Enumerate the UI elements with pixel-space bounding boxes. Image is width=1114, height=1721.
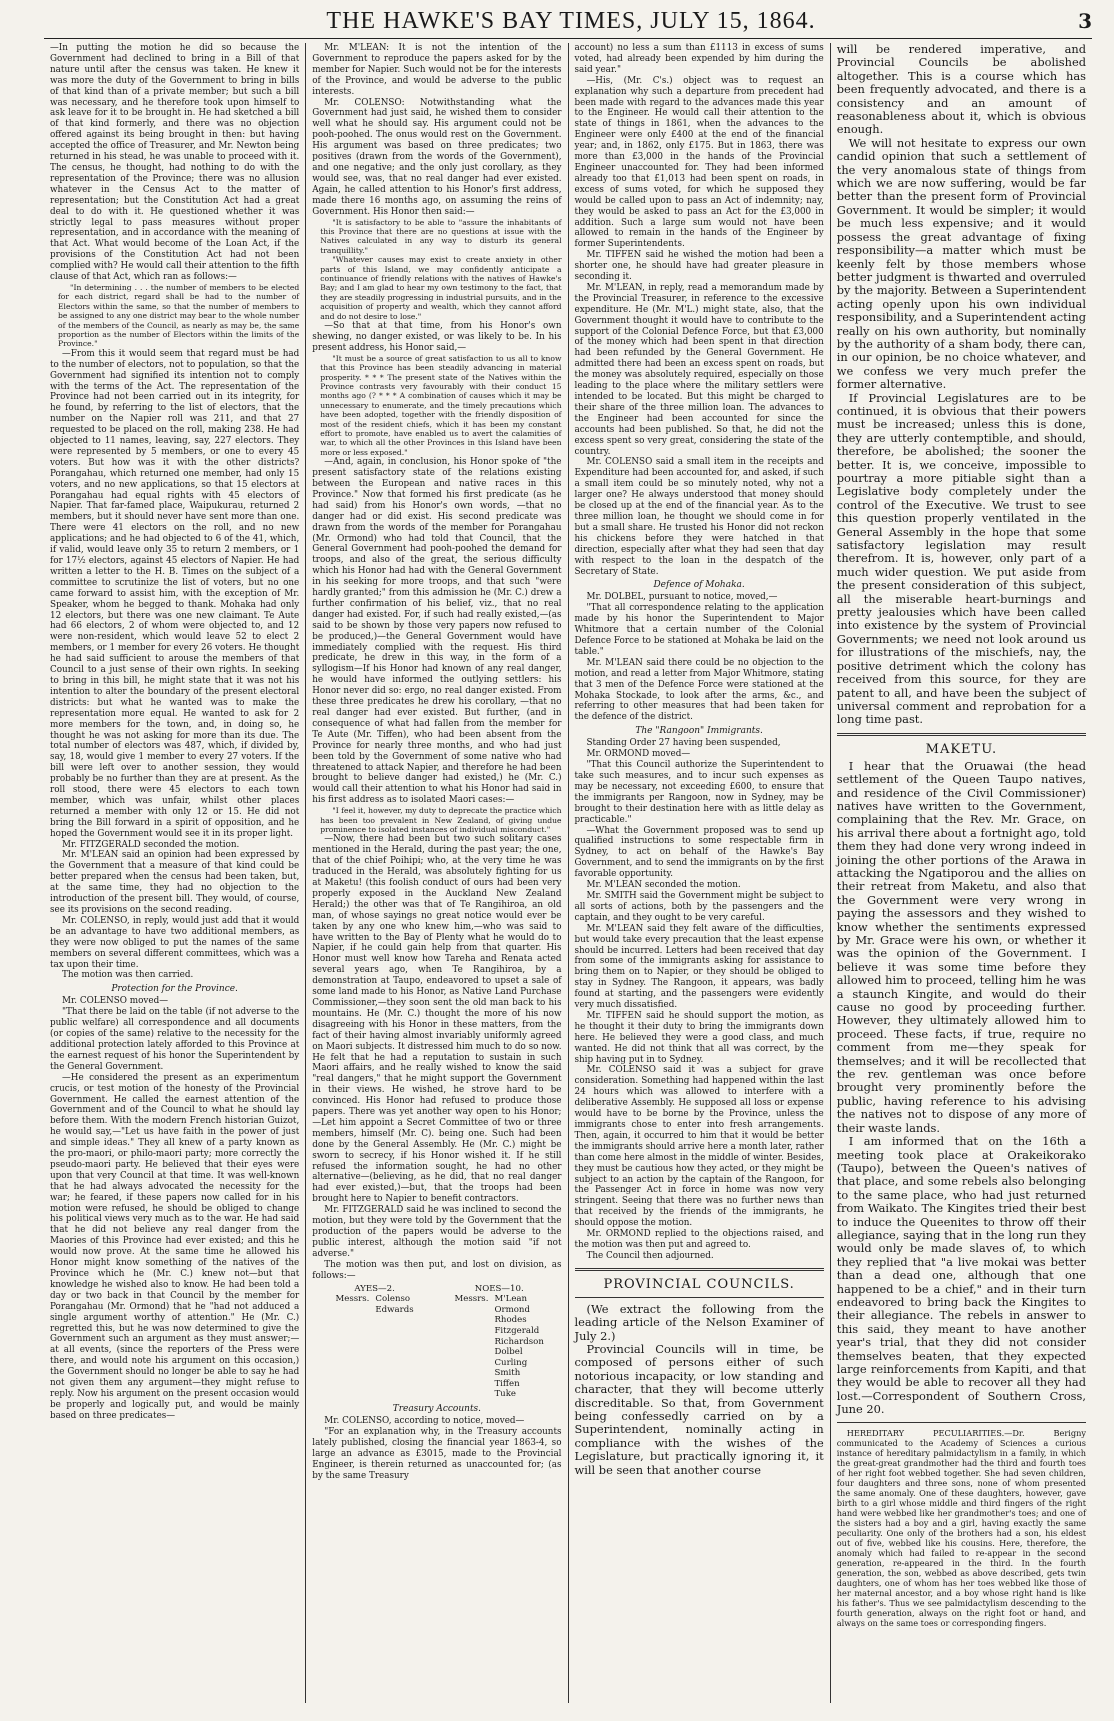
paragraph: "For an explanation why, in the Treasury accounts lately published, closing the financial year 1863-4, so large an advance as £3015, made to the Provincial Engineer, is therein returned as unaccounted for; (as by the same Treasury [312, 1426, 562, 1481]
section-title: MAKETU. [925, 741, 998, 757]
paragraph: (We extract the following from the leading article of the Nelson Examiner of July 2.) [574, 1301, 824, 1343]
no-name: Fitzgerald [494, 1325, 540, 1336]
paragraph: If Provincial Legislatures are to be continued, it is obvious that their powers must be increased; unless this is done, they are utterly contemptible, and should, therefore, be abolished; the sooner the better. It is, we conceive, impossible to pourtray a more pitiable sight than a Legislative body completely under the control of the Executive. We trust to see this question properly ventilated in the General Assembly in the hope that some satisfactory legislation may result therefrom. It is, however, only part of a much wider question. We put aside from the present consideration of this subject, all the miserable heart-burnings and pretty jealousies which have been called into existence by the system of Provincial Governments; we need not look around us for illustrations of the mischiefs, nay, the positive detriment which the colony has received from this source, for they are patent to all, and have been the subject of universal comment and reprobation for a long time past. [836, 390, 1086, 727]
column-4 [831, 43, 1092, 1703]
paragraph: Mr. FITZGERALD seconded the motion. [62, 839, 240, 850]
paragraph: Mr. COLENSO said it was a subject for grave consideration. Something had happened within the last 24 hours which was allowed to interfere with a deliberative Assembly. He supposed all loss or expense would have to be borne by the Province, unless the immigrants chose to enter into fresh arrangements. Then, again, it occurred to him that it would be better the immigrants should arrive here a month later, rather than come here almost in the middle of winter. Besides, they must be cautious how they acted, or they might be subject to an action by the captain of the Rangoon, for the Passenger Act in force in home was now very stringent. Seeing that there was no further news than that received by the friends of the immigrants, he should oppose the motion. [574, 1065, 824, 1229]
messrs-label: Messrs. [335, 1294, 370, 1305]
paragraph: —His, (Mr. C's.) object was to request an explanation why such a departure from precedent had been made with regard to the advances made this year to the Engineer. He would call their attention to the state of things in 1861, when the advances to the Engineer were only £400 at the end of the financial year; and, in 1862, only £175. But in 1863, there was more than £3,000 in the hands of the Provincial Engineer unaccounted for. They had been informed already too that £1,013 had been spent on roads, in excess of sums voted, for which he supposed they would be called upon to pass an Act of indemnity; nay, they would be asked to pass an Act for the £3,000 in addition. Such a large sum would not have been allowed to remain in the hands of the Engineer by former Superintendents. [574, 75, 824, 250]
subheading: Treasury Accounts. [392, 1404, 482, 1415]
no-name: Curling [494, 1357, 528, 1368]
paragraph: I hear that the Oruawai (the head settlement of the Queen Taupo natives, and residence of the Civil Commissioner) natives have written to the Government, complaining that the Rev. Mr. Grace, on his arrival there about a fortnight ago, told them they had done very wrong indeed in joining the other portions of the Arawa in attacking the Ngatiporou and the allies on their retreat from Maketu, and also that the Government were very wrong in paying the assessors and they wished to know whether the sentiments expressed by Mr. Grace were his own, or whether it was the opinion of the Government. I believe it was some time before they allowed him to proceed, telling him he was a staunch Kingite, and would do their cause no good by proceeding further. However, they ultimately allowed him to proceed. These facts, if true, require no comment from me—they speak for themselves; and it will be recollected that the rev. gentleman was once before brought very prominently before the public, having reference to his advising the natives not to dispose of any more of their waste lands. [836, 758, 1086, 1135]
paragraph: Mr. ORMOND replied to the objections raised, and the motion was then put and agreed to. [574, 1229, 824, 1250]
paragraph: "That this Council authorize the Superintendent to take such measures, and to incur such expenses as may be necessary, not exceeding £600, to ensure that the immigrants per Rangoon, now in Sydney, may be brought to their destination here with as little delay as practicable." [574, 760, 824, 825]
column-1 [44, 43, 306, 1703]
masthead [44, 8, 1092, 39]
paragraph: —He considered the present as an experimentum crucis, or test motion of the honesty of the Provincial Government. He called the earnest attention of the Government and of the Council to what he should lay before them. With the modern French historian Guizot, he would say,—"Let us have faith in the power of just and simple ideas." They all knew of a party known as the pro-maori, or philo-maori party; more correctly the pseudo-maori party. He believed that their eyes were upon that very Council at that time. It was well-known that he had always advocated the necessity for the war; he feared, if these papers now called for in his motion were refused, he should be obliged to change his political views very much as to the war. He had said that he did not believe any real danger from the Maories of this Province had ever existed; and this he would now prove. At the same time he allowed his Honor might know something of the natives of the Province which he (Mr. C.) knew not—but that knowledge he wished also to know. He had been told a day or two back in that Council by the member for Porangahau (Mr. Ormond) that he "had not adduced a single argument worthy of attention." He (Mr. C.) regretted this, but he was now determined to give the Government such an argument as they must answer;—at all events, (since the reporters of the Press were there, and would note his argument on this occasion,) the Government should no longer be able to say he had not given them any argument—they might refuse to reply. Now his argument on the present occasion would be properly and logically put, and would be mainly based on three predicates— [50, 1072, 300, 1421]
paragraph: Mr. COLENSO said a small item in the receipts and Expenditure had been accounted for, and asked, if such a small item could be so minutely noted, why not a larger one? He always understood that money should be closed up at the end of the financial year. As to the three million loan, he thought we should come in for but a small share. He trusted his Honor did not reckon his chickens before they were hatched in that direction, especially after what they had seen that day with respect to the loan in the despatch of the Secretary of State. [574, 457, 824, 577]
ayes-label: AYES—2. [354, 1283, 395, 1294]
paragraph: HEREDITARY PECULIARITIES.—Dr. Berigny communicated to the Academy of Sciences a curious instance of hereditary palmidactylism in a family, in which the great-great grandmother had the third and fourth toes of her right foot webbed together. She had seven children, four daughters and three sons, none of whom presented the same anomaly. One of these daughters, however, gave birth to a girl whose middle and third fingers of the right hand were webbed like her grandmother's toes; and one of the sisters had a boy and a girl, having exactly the same peculiarity. One only of the brothers had a son, his eldest out of five, webbed like his cousins. Here, therefore, the anomaly which had failed to re-appear in the second generation, re-appeared in the third. In the fourth generation, the son, webbed as above described, gets twin daughters, one of whom has her toes webbed like those of her maternal ancestor, and a boy whose right hand is like his father's. Thus we see palmidactylism descending to the fourth generation, always on the right foot or hand, and always on the same toes or corresponding fingers. [836, 1427, 1086, 1628]
paragraph: —And, again, in conclusion, his Honor spoke of "the present satisfactory state of the relations existing between the European and native races in this Province." Now that formed his first predicate (as he had said) from his Honor's own words, —that no danger had or did exist. His second predicate was drawn from the words of the member for Porangahau (Mr. Ormond) who had told that Council, that the General Government had pooh-poohed the demand for troops, and also of the great, the serious difficulty which his Honor had had with the General Government in his seeking for more troops, and that such "were hardly granted;" from this admission he (Mr. C.) drew a further confirmation of his belief, viz., that no real danger had existed. For, if such had really existed,—(as said to be shown by those very papers now refused to be produced,)—the General Government would have immediately complied with the request. His third predicate, he drew in this way, in the form of a syllogism—If his Honor had known of any real danger, he would have informed the outlying settlers: his Honor never did so: ergo, no real danger existed. From these three predicates he drew his corollary, —that no real danger had ever existed. But further, (and in consequence of what had fallen from the member for Te Aute (Mr. Tiffen), who had been absent from the Province for nearly three months, and who had just been told by the Government of some native who had threatened to attack Napier, and therefore he had been brought to believe danger had existed,) he (Mr. C.) would call their attention to what his Honor had said in his first address as to isolated Maori cases:— [312, 457, 562, 806]
paragraph: account) no less a sum than £1113 in excess of sums voted, had already been expended by him during the said year." [574, 43, 824, 75]
paragraph: Mr. M'LEAN: It is not the intention of the Government to reproduce the papers asked for by the member for Napier. Such would not be for the interests of the Province, and would be adverse to the public interests. [312, 43, 562, 97]
noes-side [437, 1284, 562, 1401]
ayes-side [312, 1284, 437, 1401]
paragraph: Mr. COLENSO, in reply, would just add that it would be an advantage to have two additional members, as they were now obliged to put the names of the same members on several different committees, which was a tax upon their time. [50, 915, 300, 970]
column-3 [569, 43, 831, 1703]
no-name: M'Lean [494, 1294, 528, 1305]
noes-list [494, 1294, 543, 1400]
paragraph: Mr. ORMOND moved— [586, 749, 691, 760]
paragraph: Mr. DOLBEL, pursuant to notice, moved,— [586, 592, 778, 603]
paragraph: Provincial Councils will in time, be composed of persons either of such notorious incapacity, or low standing and character, that they will become utterly discreditable. So that, from Government being confessedly carried on by a Superintendent, nominally acting in compliance with the wishes of the Legislature, but practically ignoring it, it will be seen that another course [574, 1342, 824, 1477]
paragraph: Mr. M'LEAN, in reply, read a memorandum made by the Provincial Treasurer, in reference to the excessive expenditure. He (Mr. M'L.) might state, also, that the Government thought it would have to contribute to the support of the Colonial Defence Force, but that £3,000 of the money which had been spent in that direction had been refunded by the General Government. He admitted there had been an excess spent on roads, but the money was absolutely required, especially on those leading to the place where the military settlers were intended to be located. But this might be charged to their share of the three million loan. The advances to the Engineer had been accounted for since the accounts had been published. So that, he did not the excess spent so very great, considering the state of the country. [574, 282, 824, 457]
quotation: "It is satisfactory to be able to "assure the inhabitants of this Province that there are no questions at issue with the Natives calculated in any way to disturb its general tranquillity." [320, 217, 562, 255]
paragraph: Mr. FITZGERALD said he was inclined to second the motion, but they were told by the Government that the production of the papers would be adverse to the public interest, although the motion said "if not adverse." [312, 1205, 562, 1259]
paragraph: "That all correspondence relating to the application made by his honor the Superintendent to Major Whitmore that a certain number of the Colonial Defence Force to be stationed at Mohaka be laid on the table." [574, 603, 824, 657]
paragraph: —So that at that time, from his Honor's own shewing, no danger existed, or was likely to be. In his present address, his Honor said,— [312, 320, 562, 353]
newspaper-title: THE HAWKE'S BAY TIMES, JULY 15, 1864. [326, 8, 816, 34]
section-divider [837, 733, 1086, 736]
paragraph: Mr. M'LEAN seconded the motion. [586, 880, 741, 891]
paragraph: Mr. COLENSO, according to notice, moved— [324, 1416, 525, 1427]
paragraph: The Council then adjourned. [586, 1250, 714, 1261]
no-name: Tiffen [494, 1378, 520, 1389]
aye-name: Edwards [375, 1304, 414, 1315]
paragraph: Mr. TIFFEN said he wished the motion had been a shorter one, he should have had greater pleasure in seconding it. [574, 250, 824, 283]
division-list [312, 1284, 561, 1401]
paragraph: Mr. M'LEAN said they felt aware of the difficulties, but would take every precaution that the least expense should be incurred. Letters had been received that day from some of the immigrants asking for assistance to bring them on to Napier, or they should be obliged to stay in Sydney. The Rangoon, it appears, was badly found at starting, and the passengers were evidently very much dissatisfied. [574, 923, 824, 1011]
aye-name: Colenso [375, 1294, 411, 1305]
paragraph: Mr. SMITH said the Government might be subject to all sorts of actions, both by the passengers and the captain, and they ought to be very careful. [574, 890, 824, 923]
no-name: Richardson [494, 1336, 544, 1347]
noes-label: NOES—10. [474, 1283, 524, 1294]
paragraph: I am informed that on the 16th a meeting took place at Orakeikorako (Taupo), between the Queen's natives of that place, and some rebels also belonging to the same place, who had just returned from Waikato. The Kingites tried their best to induce the Queenites to throw off their allegiance, saying that in the long run they would only be made slaves of, to which they replied that "a live mokai was better than a dead one, although that one happened to be a chief," and in their turn endeavored to bring back the Kingites to their allegiance. The rebels in answer to this said, they meant to have another year's trial, that they did not consider themselves beaten, that they expected large reinforcements from Kapiti, and that they would be able to recover all they had lost.—Correspondent of Southern Cross, June 20. [836, 1134, 1086, 1417]
paragraph: We will not hesitate to express our own candid opinion that such a settlement of the very anomalous state of things from which we are now suffering, would be far better than the present form of Provincial Government. It would be simpler; it would be much less expensive; and it would possess the great advantage of fixing responsibility—a matter which must be keenly felt by those members whose better judgment is thwarted and overruled by the majority. Between a Superintendent acting openly upon his own individual responsibility, and a Superintendent acting really on his own authority, but nominally by the authority of a sham body, there can, in our opinion, be no choice whatever, and we confess we very much prefer the former alternative. [836, 135, 1087, 392]
section-divider [837, 1422, 1086, 1423]
paragraph: —From this it would seem that regard must be had to the number of electors, not to population, so that the Government had signified its intention not to comply with the terms of the Act. The representation of the Province had not been carried out in its integrity, for he found, by referring to the list of electors, that the number on the Napier roll was 211, and that 27 requested to be placed on the roll, making 238. He had objected to 11 names, leaving, say, 227 electors. They were represented by 5 members, or one to every 45 voters. But how was it with the other districts? Porangahau, which returned one member, had only 15 voters, and no new applications, so that 15 electors at Porangahau had equal rights with 45 electors of Napier. That far-famed place, Waipukurau, returned 2 members, but it should never have sent more than one. There were 41 electors on the roll, and no new applications; and he had objected to 6 of the 41, which, if valid, would leave only 35 to return 2 members, or 1 for 17½ electors, against 45 electors of Napier. He had written a letter to the H. B. Times on the subject of a committee to scrutinize the list of voters, but no one came forward to assist him, with the exception of Mr. Speaker, whom he begged to thank. Mohaka had only 12 electors, but there was one new claimant. Te Aute had 66 electors, 2 of whom were objected to, and 12 were non-resident, which would leave 52 to elect 2 members, or 1 member for every 26 voters. He thought he had said sufficient to arouse the members of that Council to a just sense of their own rights. In seeking to bring in this bill, he might state that it was not his intention to alter the boundary of the present electoral districts: but what he wanted was to make the representation more equal. He wanted to ask for 2 more members for the town, and, in doing so, he thought he was not asking for more than its due. The total number of electors was 487, which, if divided by, say, 18, would give 1 member to every 27 voters. If the bill were left over to another session, they would probably be no further than they are at present. As the roll stood, there were 45 electors to each town member, which was unfair, whilst other places returned a member with only 12 or 15. He did not bring the Bill forward in a spirit of opposition, and he hoped the Government would see it in its proper light. [50, 348, 300, 839]
paragraph: will be rendered imperative, and Provincial Councils be abolished altogether. This is a course which has been frequently advocated, and there is a consistency and an amount of reasonableness about it, which is obvious enough. [836, 43, 1086, 137]
paragraph: The motion was then carried. [62, 970, 194, 981]
section-title: PROVINCIAL COUNCILS. [603, 1276, 795, 1292]
paragraph: Mr. M'LEAN said there could be no objection to the motion, and read a letter from Major Whitmore, stating that 3 men of the Defence Force were stationed at the Mohaka Stockade, to look after the arms, &c., and referring to other measures that had been taken for the defence of the district. [574, 657, 824, 723]
subheading: Protection for the Province. [111, 984, 238, 995]
quotation: "It must be a source of great satisfaction to us all to know that this Province has been steadily advancing in material prosperity. * * * The present state of the Natives within the Province contrasts very favourably with their conduct 15 months ago (? * * * A combination of causes which it may be unnecessary to enumerate, and the timely precautions which have been adopted, together with the friendly disposition of most of the resident chiefs, which it has been my constant effort to promote, have enabled us to avert the calamities of war, to which all the other Provinces in this Island have been more or less exposed." [320, 353, 562, 457]
paragraph: —In putting the motion he did so because the Government had declined to bring in a Bill of that nature until after the census was taken. He knew it was more the duty of the Government to bring in bills of that kind than of a private member; but such a bill was necessary, and he therefore took upon himself to ask leave for it to be brought in. He had sketched a bill of that kind formerly, and there was no objection offered against its being brought in then: but having accepted the office of Treasurer, and Mr. Newton being returned in his stead, he was unable to proceed with it. The census, he thought, had nothing to do with the representation of the Province; there was no allusion whatever in the Census Act to the matter of representation; but the Constitution Act had a great deal to do with it. He questioned whether it was strictly legal to pass measures without proper representation, and in accordance with the meaning of that Act. What would become of the Loan Act, if the provisions of the Constitution Act had not been complied with? He would call their attention to the fifth clause of that Act, which ran as follows:— [50, 43, 300, 283]
paragraph: Mr. COLENSO: Notwithstanding what the Government had just said, he wished them to consider well what he should say. His argument could not be pooh-poohed. The onus would rest on the Government. His argument was based on three predicates; two positives (drawn from the words of the Government), and one negative; and the only just corollary, as they would see, was, that no real danger had ever existed. Again, he called attention to his Honor's first address, made there 16 months ago, on assuming the reins of Government. His Honor then said:— [312, 97, 562, 217]
title-underline [575, 1297, 824, 1298]
section-divider [575, 1268, 824, 1271]
no-name: Smith [494, 1368, 521, 1379]
no-name: Tuke [494, 1389, 517, 1400]
messrs-label: Messrs. [454, 1294, 489, 1305]
quotation: "Whatever causes may exist to create anxiety in other parts of this Island, we may confidently anticipate a continuance of friendly relations with the natives of Hawke's Bay; and I am glad to hear my own testimony to the fact, that they are steadily progressing in industrial pursuits, and in the acquisition of property and wealth, which they cannot afford and do not desire to lose." [320, 255, 562, 321]
paragraph: —What the Government proposed was to send up qualified instructions to some respectable firm in Sydney, to act on behalf of the Hawke's Bay Government, and to send the immigrants on by the first favorable opportunity. [574, 825, 824, 880]
quoted-clause: "In determining . . . the number of members to be elected for each district, regard shall be had to the number of Electors within the same, so that the number of members to be assigned to any one district may bear to the whole number of the members of the Council, as nearly as may be, the same proportion as the number of Electors within the limits of the Province." [58, 282, 300, 349]
no-name: Dolbel [494, 1347, 523, 1358]
paragraph: Mr. TIFFEN said he should support the motion, as he thought it their duty to bring the immigrants down here. He believed they were a good class, and much wanted. He did not think that all was correct, by the ship having put in to Sydney. [574, 1010, 824, 1065]
quotation: "I feel it, however, my duty to deprecate the practice which has been too prevalent in New Zealand, of giving undue prominence to isolated instances of individual misconduct." [320, 806, 562, 834]
paragraph: Mr. COLENSO moved— [62, 996, 169, 1007]
no-name: Ormond [494, 1304, 530, 1315]
paragraph: The motion was then put, and lost on division, as follows:— [312, 1259, 562, 1281]
paragraph: "That there be laid on the table (if not adverse to the public welfare) all correspondence and all documents (or copies of the same) relative to the necessity for the additional protection lately afforded to this Province at the earnest request of his honor the Superintendent by the General Government. [50, 1007, 300, 1072]
ayes-list [375, 1294, 413, 1315]
no-name: Rhodes [494, 1315, 527, 1326]
paragraph: Standing Order 27 having been suspended, [586, 738, 781, 749]
column-2 [306, 43, 568, 1703]
paragraph: Mr. M'LEAN said an opinion had been expressed by the Government that a measure of that kind could be better prepared when the census had been taken, but, at the same time, they had no objection to the introduction of the present bill. They would, of course, see its provisions on the second reading. [50, 850, 300, 915]
subheading: Defence of Mohaka. [653, 580, 745, 591]
columns [44, 43, 1092, 1703]
paragraph: —Now, there had been but two such solitary cases mentioned in the Herald, during the past year; the one, that of the chief Poihipi; who, at the very time he was traduced in the Herald, was absolutely fighting for us at Maketu! (this foolish conduct of ours had been very properly exposed in the Auckland New Zealand Herald;) the other was that of Te Rangihiroa, an old man, of whose sayings no great notice would ever be taken by any one who knew him,—who was said to have written to the Bay of Plenty what he would do to Napier, if he could gain help from that quarter. His Honor must well know how Tareha and Renata acted several years ago, when Te Rangihiroa, by a demonstration at Taupo, endeavored to upset a sale of some land made to his Honor, as Native Land Purchase Commissioner,—they soon sent the old man back to his mountains. He (Mr. C.) thought the more of his now disagreeing with his Honor in these matters, from the fact of their having almost invariably uniformly agreed on Maori subjects. It distressed him much to do so now. He felt that he had a reputation to sustain in such Maori affairs, and he really wished to know the said "real dangers," that he might support the Government in their views. He wished, he strove hard to be convinced. His Honor had refused to produce those papers. There was yet another way open to his Honor;—Let him appoint a Secret Committee of two or three members, himself (Mr. C). being one. Such had been done by the General Assembly. He (Mr. C.) might be sworn to secrecy, if his Honor wished it. If he still refused the information sought, he had no other alternative—(believing, as he did, that no real danger had ever existed,)—but, that the troops had been brought here to Napier to benefit contractors. [312, 834, 562, 1205]
page-number: 3 [1078, 9, 1092, 33]
article-lead [575, 1303, 824, 1477]
subheading: The "Rangoon" Immigrants. [635, 726, 763, 737]
